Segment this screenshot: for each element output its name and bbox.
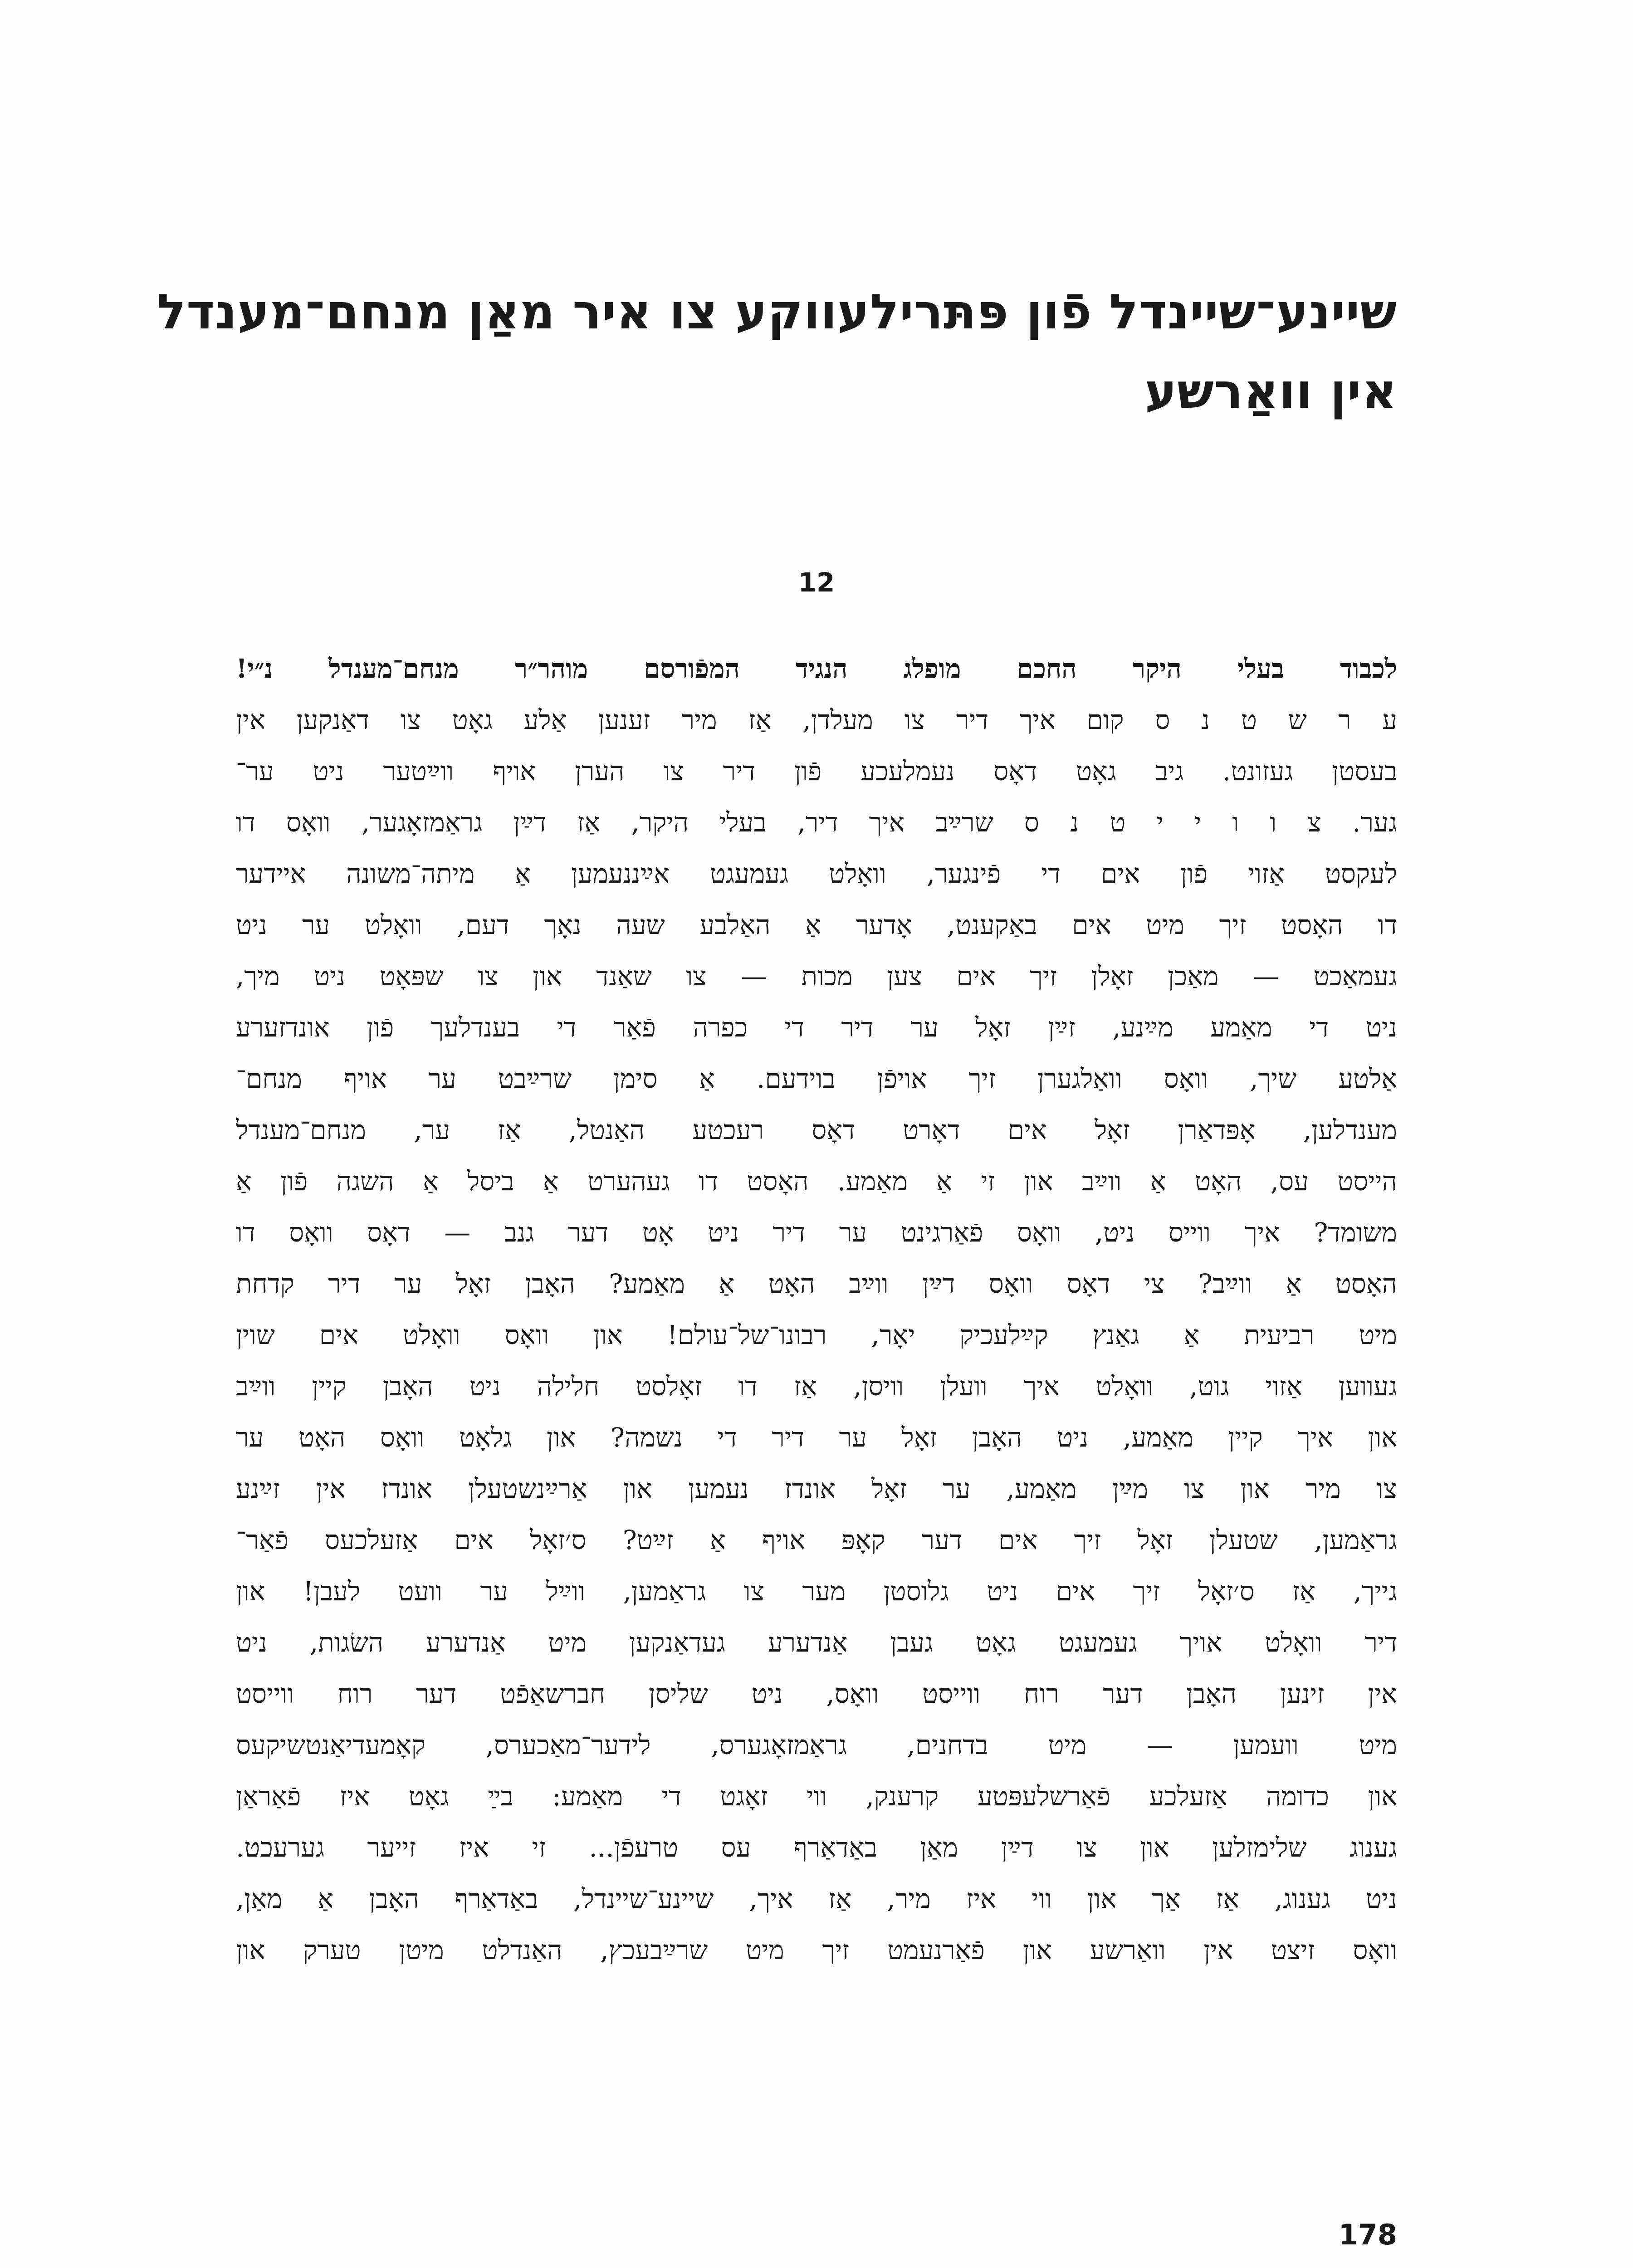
body-line: גראַמען, שטעלן זאָל זיך אים דער קאָפּ אויף אַ זײַט? ס׳זאָל אים אַזעלכעס פֿאַר־ [236,1525,1397,1555]
heading-line-1: שיינע־שיינדל פֿון פּתּרילעווקע צו איר מאַן מנחם־מענדל [156,284,1397,340]
body-line: הייסט עס, האָט אַ ווײַב און זי אַ מאַמע. האָסט דו געהערט אַ ביסל אַ השגה פֿון אַ [236,1166,1397,1197]
body-line: ע ר ש ט נ ס קום איך דיר צו מעלדן, אַז מיר זענען אַלע גאָט צו דאַנקען אין [236,704,1397,735]
page-number: 178 [1338,2218,1397,2251]
body-line: דו האָסט זיך מיט אים באַקענט, אָדער אַ האַלבע שעה נאָך דעם, וואָלט ער ניט [236,909,1397,940]
body-line: געמאַכט — מאַכן זאָלן זיך אים צען מכות — צו שאַנד און צו שפּאָט ניט מיך, [236,961,1397,992]
body-line: ניט די מאַמע מײַנע, זײַן זאָל ער דיר די כפרה פֿאַר די בענדלעך פֿון אונדזערע [236,1012,1397,1043]
body-line: גענוג שלימזלען און צו דײַן מאַן באַדאַרף עס טרעפֿן... זי איז זייער גערעכט. [236,1832,1397,1863]
body-line: מענדלען, אָפּדאַרן זאָל אים דאָרט דאָס רעכטע האַנטל, אַז ער, מנחם־מענדל [236,1114,1397,1145]
letter-number: 12 [798,567,835,598]
body-line: און איך קיין מאַמע, ניט האָבן זאָל ער דיר די נשמה? און גלאָט וואָס האָט ער [236,1422,1397,1453]
body-line: צו מיר און צו מײַן מאַמע, ער זאָל אונדז נעמען און אַרײַנשטעלן אונדז אין זײַנע [236,1473,1397,1504]
body-line: דיר וואָלט אויך געמעגט גאָט געבן אַנדערע געדאַנקען מיט אַנדערע השׂגות, ניט [236,1627,1397,1658]
body-line: מיט וועמען — מיט בדחנים, גראַמזאָגערס, לידער־מאַכערס, קאָמעדיאַנטשיקעס [236,1730,1397,1760]
body-line: בעסטן געזונט. גיב גאָט דאָס נעמלעכע פֿון דיר צו הערן אויף ווײַטער ניט ער־ [236,756,1397,787]
letter-heading [156,272,1397,431]
body-line: אַלטע שיך, וואָס וואַלגערן זיך אויפֿן בוידעם. אַ סימן שרײַבט ער אויף מנחם־ [236,1063,1397,1094]
body-line: גייך, אַז ס׳זאָל זיך אים ניט גלוסטן מער צו גראַמען, ווײַל ער וועט לעבן! און [236,1576,1397,1607]
body-line: מיט רביעית אַ גאַנץ קײַלעכיק יאָר, רבונו־של־עולם! און וואָס וואָלט אים שוין [236,1320,1397,1350]
letter-body [236,643,1397,1976]
body-line: לעקסט אַזוי פֿון אים די פֿינגער, וואָלט געמעגט אײַננעמען אַ מיתה־משונה איידער [236,858,1397,889]
heading-line-2: אין וואַרשע [1144,363,1397,419]
body-line: גער. צ ו ו י י ט נ ס שרײַב איך דיר, בעלי היקר, אַז דײַן גראַמזאָגער, וואָס דו [236,807,1397,838]
body-line: וואָס זיצט אין וואַרשע און פֿאַרנעמט זיך מיט שרײַבעכץ, האַנדלט מיטן טערק און [236,1935,1397,1965]
body-line: געווען אַזוי גוט, וואָלט איך וועלן וויסן, אַז דו זאָלסט חלילה ניט האָבן קיין ווײַב [236,1371,1397,1402]
body-line: משומד? איך ווייס ניט, וואָס פֿאַרגינט ער דיר ניט אָט דער גנב — דאָס וואָס דו [236,1217,1397,1248]
body-line: און כדומה אַזעלכע פֿאַרשלעפּטע קרענק, ווי זאָגט די מאַמע: בײַ גאָט איז פֿאַראַן [236,1781,1397,1812]
salutation-line: לכבוד בעלי היקר החכם מופלג הנגיד המפֿורסם מוהר״ר מנחם־מענדל נ״י! [236,653,1397,684]
body-line: אין זינען האָבן דער רוח ווייסט וואָס, ניט שליסן חברשאַפֿט דער רוח ווייסט [236,1678,1397,1709]
body-line: ניט גענוג, אַז אַך און ווי איז מיר, אַז איך, שיינע־שיינדל, באַדאַרף האָבן אַ מאַן, [236,1883,1397,1914]
body-line: האָסט אַ ווײַב? צי דאָס וואָס דײַן ווײַב האָט אַ מאַמע? האָבן זאָל ער דיר קדחת [236,1268,1397,1299]
